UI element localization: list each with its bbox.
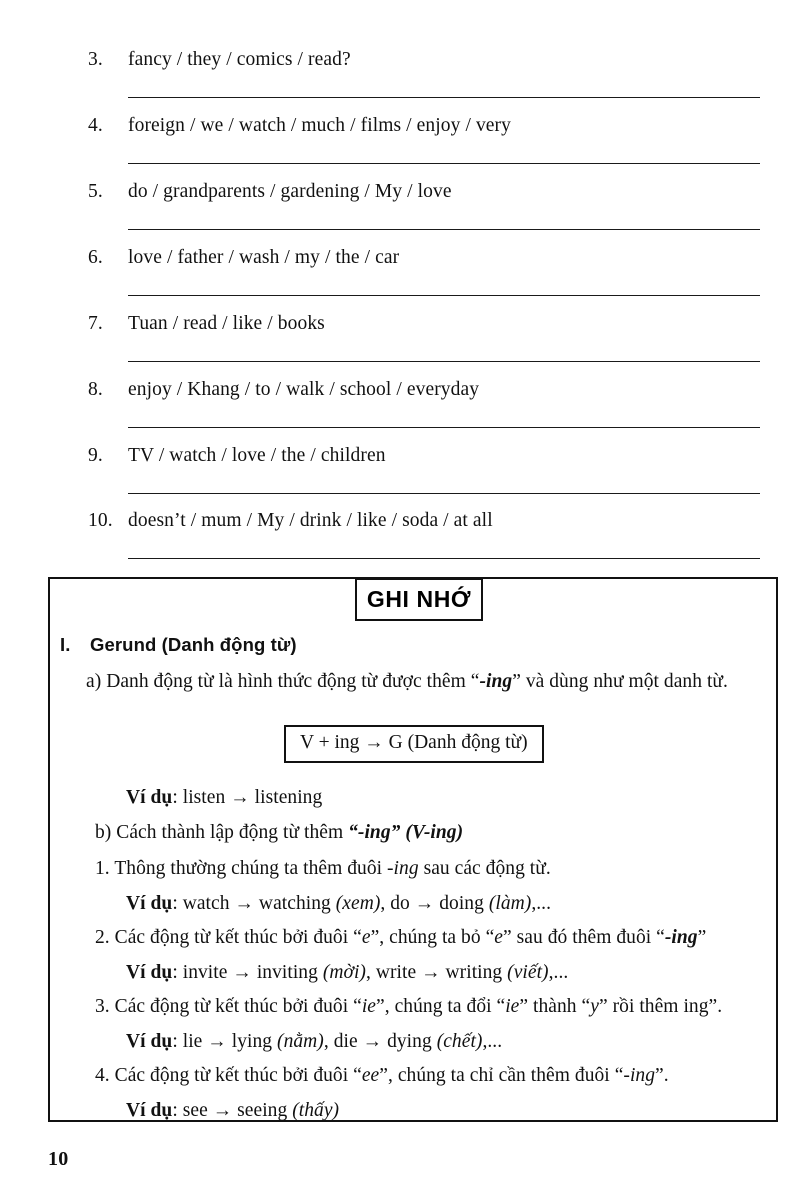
answer-line[interactable] (128, 229, 760, 230)
rule-4-italic-1: ee (361, 1065, 380, 1086)
answer-line[interactable] (128, 493, 760, 494)
list-item (0, 116, 812, 136)
rule-2-italic-1: e (361, 927, 371, 948)
example-line-5 (126, 1098, 339, 1124)
list-item (0, 380, 812, 400)
example-4-italic-2: (chết) (436, 1031, 483, 1052)
item-a-bold-1: -ing (479, 671, 513, 692)
exercise-text: fancy / they / comics / read? (128, 49, 351, 70)
exercise-text: foreign / we / watch / much / films / enjoy / very (128, 115, 511, 136)
example-4-text-2: , die → dying (323, 1031, 437, 1052)
example-3-italic-1: (mời) (322, 962, 366, 983)
exercise-number: 9. (88, 445, 103, 466)
rule-2-text-3: ” sau đó thêm đuôi “ (503, 927, 665, 948)
example-3-text-1: : invite → inviting (172, 962, 323, 983)
rule-2 (95, 925, 767, 951)
list-item (0, 511, 812, 531)
exercise-number: 8. (88, 379, 103, 400)
rule-2-italic-2: e (494, 927, 503, 948)
exercise-number: 3. (88, 49, 103, 70)
paragraph-item-b (95, 820, 767, 846)
section-numeral: I. (60, 634, 71, 655)
rule-3-number: 3. (95, 996, 115, 1017)
rule-4-italic-2: ing (629, 1065, 656, 1086)
formula-box (284, 725, 544, 763)
rule-3-italic-3: y (590, 996, 599, 1017)
example-3-text-2: , write → writing (365, 962, 508, 983)
exercise-number: 4. (88, 115, 103, 136)
item-a-marker: a) (86, 671, 102, 692)
section-heading-label: Gerund (Danh động từ) (90, 634, 297, 655)
item-a-text-2: ” và dùng như một danh từ. (512, 671, 728, 692)
example-4-italic-1: (nằm) (277, 1031, 324, 1052)
exercise-text: love / father / wash / my / the / car (128, 247, 400, 268)
rule-1-text-1: Thông thường chúng ta thêm đuôi (114, 858, 388, 879)
example-3-italic-2: (viết) (507, 962, 549, 983)
ghi-nho-title: GHI NHỚ (366, 586, 472, 612)
exercise-number: 10. (88, 510, 113, 531)
list-item (0, 182, 812, 202)
example-2-text-2: , do → doing (380, 893, 489, 914)
rule-2-text-2: ”, chúng ta bỏ “ (370, 927, 495, 948)
item-b-bold-1: “-ing” (V-ing) (348, 822, 464, 843)
exercise-number: 7. (88, 313, 103, 334)
rule-4-number: 4. (95, 1065, 115, 1086)
rule-1-italic-1: -ing (387, 858, 419, 879)
example-label: Ví dụ (126, 1100, 173, 1121)
answer-line[interactable] (128, 361, 760, 362)
example-5-italic-1: (thấy) (292, 1100, 340, 1121)
ghi-nho-title-box (355, 578, 483, 621)
rule-2-number: 2. (95, 927, 115, 948)
section-heading (60, 634, 297, 656)
rule-3-italic-2: ie (505, 996, 520, 1017)
exercise-number: 5. (88, 181, 103, 202)
rule-1-text-2: sau các động từ. (418, 858, 551, 879)
example-label: Ví dụ (126, 962, 173, 983)
exercise-text: do / grandparents / gardening / My / love (128, 181, 452, 202)
rule-3-text-1: Các động từ kết thúc bởi đuôi “ (114, 996, 362, 1017)
rule-3-text-4: ” rồi thêm ing”. (598, 996, 723, 1017)
example-line-4 (126, 1029, 502, 1055)
rule-4-text-2: ”, chúng ta chỉ cần thêm đuôi “- (379, 1065, 630, 1086)
example-5-text-1: : see → seeing (172, 1100, 293, 1121)
rule-2-text-1: Các động từ kết thúc bởi đuôi “ (114, 927, 362, 948)
answer-line[interactable] (128, 97, 760, 98)
ghi-nho-content (48, 577, 778, 1122)
exercise-text: enjoy / Khang / to / walk / school / everyday (128, 379, 480, 400)
rule-3-italic-1: ie (361, 996, 377, 1017)
example-line-2 (126, 891, 551, 917)
rule-3-text-3: ” thành “ (519, 996, 591, 1017)
answer-line[interactable] (128, 163, 760, 164)
example-label: Ví dụ (126, 893, 173, 914)
example-2-italic-2: (làm) (488, 893, 532, 914)
exercise-text: TV / watch / love / the / children (128, 445, 386, 466)
example-label: Ví dụ (126, 787, 173, 808)
answer-line[interactable] (128, 427, 760, 428)
formula-text: V + ing → G (Danh động từ) (300, 732, 528, 753)
list-item (0, 248, 812, 268)
exercise-text: Tuan / read / like / books (128, 313, 325, 334)
exercise-text: doesn’t / mum / My / drink / like / soda / at all (128, 510, 493, 531)
rule-2-bold-1: -ing (664, 927, 698, 948)
answer-line[interactable] (128, 558, 760, 559)
example-4-text-1: : lie → lying (172, 1031, 278, 1052)
exercise-number: 6. (88, 247, 103, 268)
item-b-text-1: Cách thành lập động từ thêm (116, 822, 349, 843)
example-text-1: : listen → listening (172, 787, 323, 808)
example-2-text-3: ,... (531, 893, 552, 914)
example-2-text-1: : watch → watching (172, 893, 336, 914)
rule-3-text-2: ”, chúng ta đổi “ (376, 996, 506, 1017)
example-label: Ví dụ (126, 1031, 173, 1052)
page-number: 10 (48, 1148, 69, 1170)
item-a-text-1: Danh động từ là hình thức động từ được thêm “ (106, 671, 480, 692)
rule-2-text-4: ” (697, 927, 707, 948)
list-item (0, 314, 812, 334)
paragraph-item-a (86, 669, 790, 695)
example-line-3 (126, 960, 568, 986)
rule-4-text-3: ”. (655, 1065, 669, 1086)
list-item (0, 50, 812, 70)
example-3-text-3: ,... (548, 962, 569, 983)
example-4-text-3: ,... (482, 1031, 503, 1052)
list-item (0, 446, 812, 466)
rule-3 (95, 994, 767, 1020)
item-b-marker: b) (95, 822, 117, 843)
rule-4 (95, 1063, 767, 1089)
rule-4-text-1: Các động từ kết thúc bởi đuôi “ (114, 1065, 362, 1086)
example-line-1 (126, 785, 322, 811)
example-2-italic-1: (xem) (335, 893, 381, 914)
answer-line[interactable] (128, 295, 760, 296)
rule-1 (95, 856, 767, 882)
rule-1-number: 1. (95, 858, 115, 879)
